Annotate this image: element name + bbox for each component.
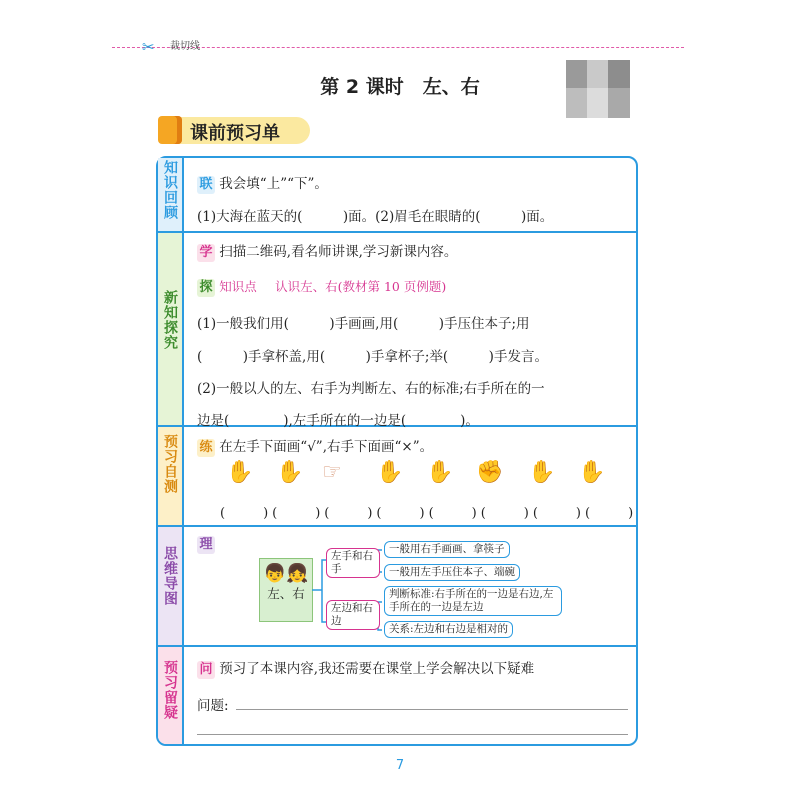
side-label-xinzhi [158,232,184,426]
lian2-row [197,435,433,457]
side-label-liuyi [158,646,184,744]
answer-line[interactable] [236,709,628,710]
li-tag: 理 [197,536,215,554]
answer-line[interactable] [197,734,628,735]
knowledge-point-topic: 认识左、右(教材第 10 页例题) [275,279,447,294]
tan-row [197,277,446,297]
banner-title: 课前预习单 [190,123,280,144]
lian-tag: 联 [197,176,215,194]
mindmap-leaf: 关系:左边和右边是相对的 [384,621,513,638]
side-text: 新知探究 [162,290,178,350]
mindmap-root-label: 左、右 [267,586,305,601]
pointing-hand-icon: ☞ [322,460,342,485]
page-title: 第 2 课时 左、右 [320,76,480,98]
lian2-tag: 练 [197,439,215,457]
cut-line-label: 裁切线 [170,41,200,52]
side-text: 预习留疑 [162,660,178,720]
side-text: 预习自测 [162,434,178,494]
side-label-zhishi [158,158,184,232]
wen-row [197,657,534,679]
li-row [197,536,215,554]
mindmap-branch-sides: 左边和右边 [326,600,380,630]
xue-row [197,240,457,262]
wen-text-2: 问题: [197,698,229,714]
side-label-siwei [158,526,184,646]
answer-blanks[interactable]: ( )( )( )( )( )( )( )( ) [220,506,638,521]
mindmap-leaf: 判断标准:右手所在的一边是右边,左手所在的一边是左边 [384,586,562,616]
hand-icon: ✋ [528,460,556,485]
hand-icon: ✋ [426,460,454,485]
divider [158,525,636,527]
lian2-instruction: 在左手下面画“√”,右手下面画“×”。 [219,439,434,455]
lian-row [197,172,328,194]
hand-icon: ✋ [226,460,254,485]
tan-line-1[interactable]: (1)一般我们用( )手画画,用( )手压住本子;用 [197,316,530,332]
divider [158,231,636,233]
qr-code-lower [566,88,630,118]
tan-line-2[interactable]: ( )手拿杯盖,用( )手拿杯子;举( )手发言。 [197,349,548,365]
tan-tag: 探 [197,279,215,297]
side-text: 知识回顾 [162,160,178,220]
knowledge-point-label: 知识点 [219,279,257,294]
divider [158,645,636,647]
tan-line-4[interactable]: 边是( ),左手所在的一边是( )。 [197,413,479,429]
lian-instruction: 我会填“上”“下”。 [219,176,328,192]
mindmap-leaf: 一般用右手画画、拿筷子 [384,541,510,558]
hand-icon: ✋ [578,460,606,485]
mindmap-leaf: 一般用左手压住本子、端碗 [384,564,520,581]
xue-text: 扫描二维码,看名师讲课,学习新课内容。 [219,244,458,260]
mindmap-branch-hands: 左手和右手 [326,548,380,578]
scroll-icon [158,116,182,144]
page-number: 7 [395,758,405,773]
wen-text: 预习了本课内容,我还需要在课堂上学会解决以下疑难 [219,661,535,677]
hand-icon: ✋ [376,460,404,485]
tan-line-3: (2)一般以人的左、右手为判断左、右的标准;右手所在的一 [197,381,545,397]
mindmap-root [259,558,313,622]
side-label-yuxi [158,426,184,526]
children-icon: 👦👧 [263,563,309,584]
fist-icon: ✊ [476,460,504,485]
xue-tag: 学 [197,244,215,262]
scissors-icon: ✂ [142,38,155,56]
lian-question[interactable]: (1)大海在蓝天的( )面。(2)眉毛在眼睛的( )面。 [197,209,554,225]
side-text: 思维导图 [162,546,178,606]
wen-tag: 问 [197,661,215,679]
hand-icon: ✋ [276,460,304,485]
